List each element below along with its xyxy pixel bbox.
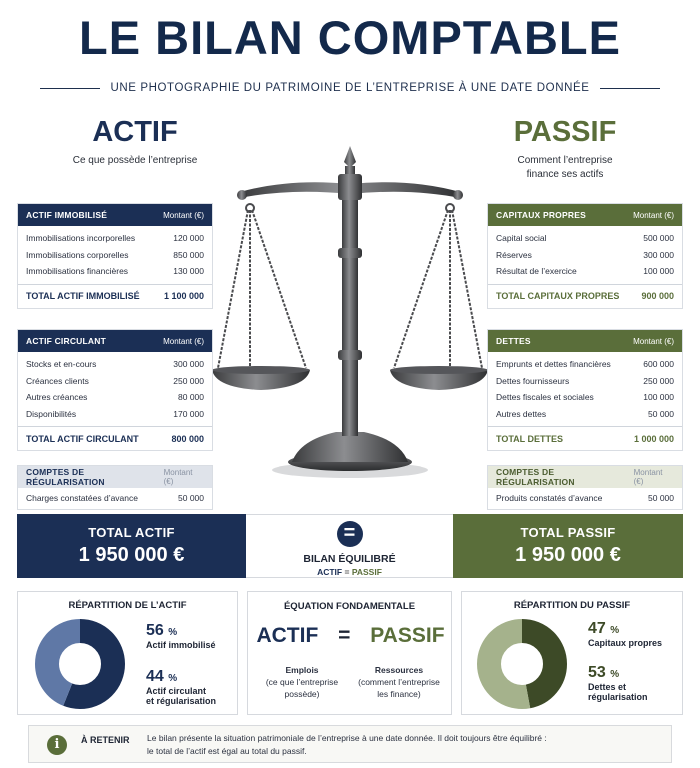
page-title: LE BILAN COMPTABLE bbox=[79, 11, 621, 64]
balance-passif-word: PASSIF bbox=[351, 567, 382, 577]
row-value: 300 000 bbox=[173, 359, 204, 370]
row-label: Immobilisations incorporelles bbox=[26, 233, 136, 244]
table-total-row bbox=[488, 426, 682, 450]
total-label: TOTAL ACTIF IMMOBILISÉ bbox=[26, 291, 140, 301]
table-row bbox=[488, 389, 682, 406]
total-value: 800 000 bbox=[171, 433, 204, 444]
legend-percent: 47 bbox=[588, 620, 606, 637]
legend-percent: 53 bbox=[588, 664, 606, 681]
row-value: 130 000 bbox=[173, 266, 204, 277]
row-value: 50 000 bbox=[178, 493, 204, 504]
row-label: Produits constatés d’avance bbox=[496, 493, 603, 504]
legend-unit: % bbox=[610, 625, 620, 636]
row-label: Réserves bbox=[496, 249, 532, 260]
table-total-row bbox=[18, 284, 212, 308]
row-label: Autres dettes bbox=[496, 408, 547, 419]
table-header bbox=[18, 330, 212, 352]
legend-label-2: régularisation bbox=[588, 692, 648, 702]
caption-title: Emplois bbox=[285, 665, 319, 675]
retenir-label: À RETENIR bbox=[81, 735, 130, 745]
row-value: 850 000 bbox=[173, 249, 204, 260]
table-header bbox=[488, 330, 682, 352]
row-value: 170 000 bbox=[173, 408, 204, 419]
table-row bbox=[18, 263, 212, 280]
actif-regularisation-table bbox=[17, 465, 213, 510]
legend-label: Actif circulant bbox=[146, 686, 207, 696]
equals-icon: = bbox=[337, 521, 363, 547]
table-row bbox=[18, 389, 212, 406]
row-label: Créances clients bbox=[26, 375, 89, 386]
actif-legend-2 bbox=[146, 668, 238, 706]
legend-percent: 56 bbox=[146, 622, 164, 639]
row-label: Résultat de l’exercice bbox=[496, 266, 577, 277]
actif-circulant-table bbox=[17, 329, 213, 451]
actif-description: Ce que possède l’entreprise bbox=[72, 155, 198, 166]
table-total-row bbox=[18, 426, 212, 450]
equation-left: ACTIF bbox=[256, 624, 319, 647]
passif-regularisation-table bbox=[487, 465, 683, 510]
row-label: Stocks et en-cours bbox=[26, 359, 97, 370]
table-row bbox=[488, 230, 682, 247]
page-subtitle: UNE PHOTOGRAPHIE DU PATRIMOINE DE L’ENTREPRISE À UNE DATE DONNÉE bbox=[110, 82, 590, 94]
table-row bbox=[18, 230, 212, 247]
total-actif-value: 1 950 000 € bbox=[78, 544, 185, 566]
table-header bbox=[18, 204, 212, 226]
total-value: 900 000 bbox=[641, 291, 674, 301]
caption-line: (ce que l’entreprise bbox=[265, 677, 339, 687]
legend-value bbox=[588, 664, 680, 682]
retenir-line: Le bilan présente la situation patrimoniale de l’entreprise à une date donnée. Il doit toujours être équilibré : bbox=[147, 733, 547, 743]
actif-donut-chart bbox=[34, 618, 126, 710]
table-row bbox=[18, 406, 212, 423]
subtitle-row bbox=[40, 79, 660, 97]
table-body bbox=[18, 352, 212, 426]
total-actif-box bbox=[17, 514, 246, 578]
legend-value bbox=[146, 622, 236, 640]
row-value: 500 000 bbox=[643, 233, 674, 244]
table-body bbox=[18, 226, 212, 284]
passif-description-2: finance ses actifs bbox=[526, 169, 604, 180]
legend-percent: 44 bbox=[146, 668, 164, 685]
equation-card bbox=[247, 591, 452, 715]
table-header-label: CAPITAUX PROPRES bbox=[496, 210, 586, 220]
legend-label: Capitaux propres bbox=[588, 638, 663, 648]
table-header-amount: Montant (€) bbox=[633, 336, 674, 346]
row-label: Autres créances bbox=[26, 392, 88, 403]
legend-label: Actif immobilisé bbox=[146, 640, 216, 650]
row-value: 100 000 bbox=[643, 392, 674, 403]
row-value: 600 000 bbox=[643, 359, 674, 370]
table-header-amount: Montant (€) bbox=[633, 468, 663, 486]
total-passif-label: TOTAL PASSIF bbox=[520, 525, 616, 540]
equation-right-caption bbox=[351, 664, 447, 700]
divider-right bbox=[600, 88, 660, 89]
capitaux-propres-table bbox=[487, 203, 683, 309]
table-body bbox=[488, 352, 682, 426]
row-value: 100 000 bbox=[643, 266, 674, 277]
table-row bbox=[488, 263, 682, 280]
legend-value bbox=[146, 668, 238, 686]
table-header-label: ACTIF CIRCULANT bbox=[26, 336, 106, 346]
repartition-passif-title: RÉPARTITION DU PASSIF bbox=[513, 600, 631, 611]
table-row bbox=[18, 247, 212, 264]
equation-right: PASSIF bbox=[370, 624, 445, 647]
table-row bbox=[488, 356, 682, 373]
retenir-box bbox=[28, 725, 672, 763]
table-header-label: DETTES bbox=[496, 336, 531, 346]
row-value: 50 000 bbox=[648, 493, 674, 504]
legend-label-2: et régularisation bbox=[146, 696, 217, 706]
row-value: 250 000 bbox=[643, 375, 674, 386]
table-body bbox=[488, 226, 682, 284]
equation-title: ÉQUATION FONDAMENTALE bbox=[283, 601, 416, 612]
row-label: Disponibilités bbox=[26, 408, 77, 419]
table-row bbox=[18, 373, 212, 390]
passif-description-1: Comment l’entreprise bbox=[517, 155, 613, 166]
actif-immobilise-table bbox=[17, 203, 213, 309]
legend-unit: % bbox=[168, 673, 178, 684]
info-icon: i bbox=[47, 735, 67, 755]
divider-left bbox=[40, 88, 100, 89]
legend-unit: % bbox=[168, 627, 178, 638]
balance-scale-icon bbox=[210, 140, 490, 485]
row-value: 300 000 bbox=[643, 249, 674, 260]
table-header-amount: Montant (€) bbox=[163, 468, 193, 486]
total-label: TOTAL CAPITAUX PROPRES bbox=[496, 291, 620, 301]
balance-equals-sign: = bbox=[344, 567, 350, 577]
legend-label: Dettes et bbox=[588, 682, 627, 692]
row-value: 120 000 bbox=[173, 233, 204, 244]
table-row bbox=[488, 373, 682, 390]
row-label: Immobilisations corporelles bbox=[26, 249, 129, 260]
total-value: 1 100 000 bbox=[163, 291, 204, 301]
table-total-row bbox=[488, 284, 682, 308]
total-label: TOTAL DETTES bbox=[496, 433, 564, 444]
balance-label: BILAN ÉQUILIBRÉ bbox=[303, 553, 396, 565]
row-label: Dettes fiscales et sociales bbox=[496, 392, 594, 403]
table-header-amount: Montant (€) bbox=[163, 336, 204, 346]
balance-status-box bbox=[246, 514, 453, 578]
table-row bbox=[488, 247, 682, 264]
passif-legend-2 bbox=[588, 664, 680, 702]
table-body bbox=[488, 488, 682, 509]
caption-title: Ressources bbox=[374, 665, 424, 675]
table-row bbox=[488, 406, 682, 423]
table-row bbox=[18, 490, 212, 507]
total-label: TOTAL ACTIF CIRCULANT bbox=[26, 433, 139, 444]
table-header bbox=[18, 466, 212, 488]
retenir-line: le total de l’actif est égal au total du passif. bbox=[147, 746, 307, 756]
balance-equation bbox=[246, 567, 453, 577]
row-label: Emprunts et dettes financières bbox=[496, 359, 611, 370]
row-value: 50 000 bbox=[648, 408, 674, 419]
table-header bbox=[488, 466, 682, 488]
table-header-label: ACTIF IMMOBILISÉ bbox=[26, 210, 108, 220]
table-row bbox=[488, 490, 682, 507]
balance-actif-word: ACTIF bbox=[317, 567, 343, 577]
table-header-label: COMPTES DE RÉGULARISATION bbox=[26, 467, 105, 487]
passif-donut-chart bbox=[476, 618, 568, 710]
caption-line: (comment l’entreprise bbox=[358, 677, 440, 687]
total-passif-box bbox=[453, 514, 683, 578]
table-header-amount: Montant (€) bbox=[633, 210, 674, 220]
caption-line: possède) bbox=[284, 689, 320, 699]
table-header-amount: Montant (€) bbox=[163, 210, 204, 220]
passif-heading: PASSIF bbox=[513, 116, 617, 148]
actif-legend-1 bbox=[146, 622, 236, 650]
equation-sign: = bbox=[338, 624, 351, 647]
table-header bbox=[488, 204, 682, 226]
row-label: Dettes fournisseurs bbox=[496, 375, 570, 386]
row-value: 80 000 bbox=[178, 392, 204, 403]
row-label: Charges constatées d’avance bbox=[26, 493, 138, 504]
total-passif-value: 1 950 000 € bbox=[515, 544, 621, 566]
retenir-text bbox=[147, 732, 667, 758]
table-header-label: COMPTES DE RÉGULARISATION bbox=[496, 467, 575, 487]
actif-heading: ACTIF bbox=[92, 116, 178, 148]
repartition-actif-card bbox=[17, 591, 238, 715]
passif-legend-1 bbox=[588, 620, 680, 648]
row-label: Capital social bbox=[496, 233, 547, 244]
caption-line: les finance) bbox=[377, 689, 421, 699]
total-value: 1 000 000 bbox=[633, 433, 674, 444]
repartition-passif-card bbox=[461, 591, 683, 715]
row-value: 250 000 bbox=[173, 375, 204, 386]
total-actif-label: TOTAL ACTIF bbox=[88, 525, 175, 540]
equation-formula bbox=[248, 624, 453, 648]
table-body bbox=[18, 488, 212, 509]
legend-unit: % bbox=[610, 669, 620, 680]
table-row bbox=[18, 356, 212, 373]
repartition-actif-title: RÉPARTITION DE L’ACTIF bbox=[68, 600, 187, 611]
row-label: Immobilisations financières bbox=[26, 266, 129, 277]
dettes-table bbox=[487, 329, 683, 451]
equation-left-caption bbox=[254, 664, 350, 700]
legend-value bbox=[588, 620, 680, 638]
